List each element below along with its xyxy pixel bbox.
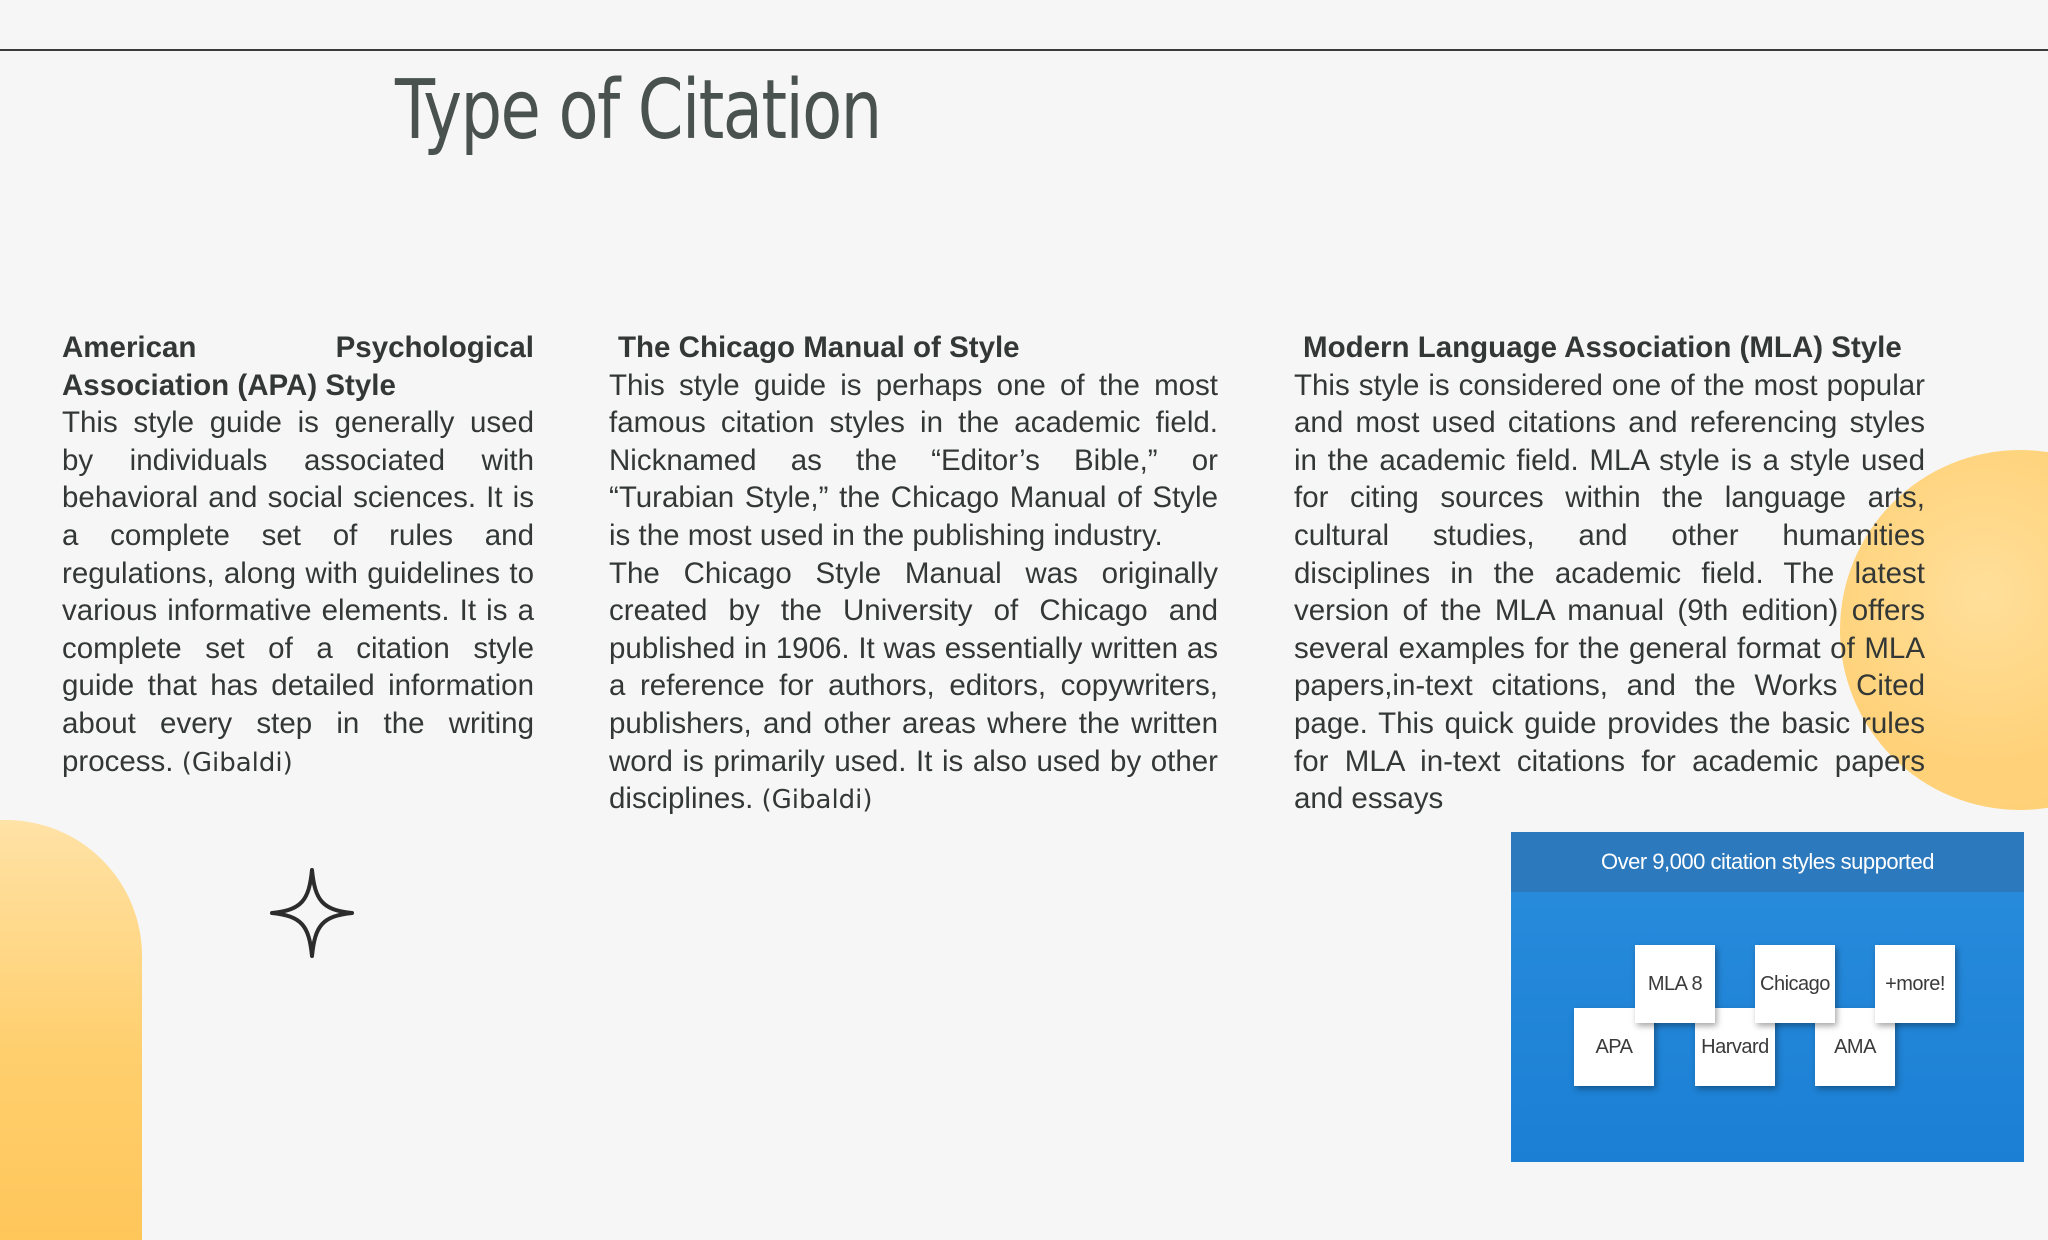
chicago-citation: (Gibaldi) [761, 785, 873, 816]
chicago-paragraph-2-text: The Chicago Style Manual was originally created by the University of Chicago and published in 1906. It was essentially written as a reference for authors, editors, copywriters, publishers, and other areas where the written word is primarily used. It is also used by other disciplines. [609, 556, 1218, 816]
top-divider-line [0, 49, 2048, 51]
mla-heading: Modern Language Association (MLA) Style [1303, 331, 1902, 364]
citation-styles-image [1511, 832, 2024, 1162]
apa-body-text: This style guide is generally used by individuals associated with behavioral and social sciences. It is a complete set of rules and regulations, along with guidelines to various informative elements. It is a complete set of a citation style guide that has detailed information about every step in the writing process. [62, 406, 534, 778]
card-ama: AMA [1815, 1008, 1895, 1086]
mla-column [1294, 329, 1925, 818]
card-harvard: Harvard [1695, 1008, 1775, 1086]
chicago-paragraph-1: This style guide is perhaps one of the most famous citation styles in the academic field. Nicknamed as the “Editor’s Bible,” or “Turabian Style,” the Chicago Manual of Style is the most used in the publishing industry. [609, 368, 1218, 552]
chicago-paragraph-2 [609, 555, 1218, 820]
apa-column [62, 329, 534, 782]
card-apa: APA [1574, 1008, 1654, 1086]
slide-title: Type of Citation [395, 63, 881, 158]
apa-body [62, 404, 534, 782]
card-chicago: Chicago [1755, 945, 1835, 1023]
sparkle-star-icon [270, 868, 354, 958]
image-banner: Over 9,000 citation styles supported [1511, 832, 2024, 892]
card-mla: MLA 8 [1635, 945, 1715, 1023]
decorative-orange-arch [0, 820, 142, 1240]
apa-heading: American Psychological Association (APA) Style [62, 331, 534, 402]
apa-citation: (Gibaldi) [181, 747, 293, 778]
mla-body: This style is considered one of the most popular and most used citations and referencing styles in the academic field. MLA style is a style used for citing sources within the language arts, cultural studies, and other humanities disciplines in the academic field. The latest version of the MLA manual (9th edition) offers several examples for the general format of MLA papers,in-text citations, and the Works Cited page. This quick guide provides the basic rules for MLA in-text citations for academic papers and essays [1294, 368, 1925, 816]
chicago-heading: The Chicago Manual of Style [618, 331, 1020, 364]
chicago-column [609, 329, 1218, 820]
card-more: +more! [1875, 945, 1955, 1023]
